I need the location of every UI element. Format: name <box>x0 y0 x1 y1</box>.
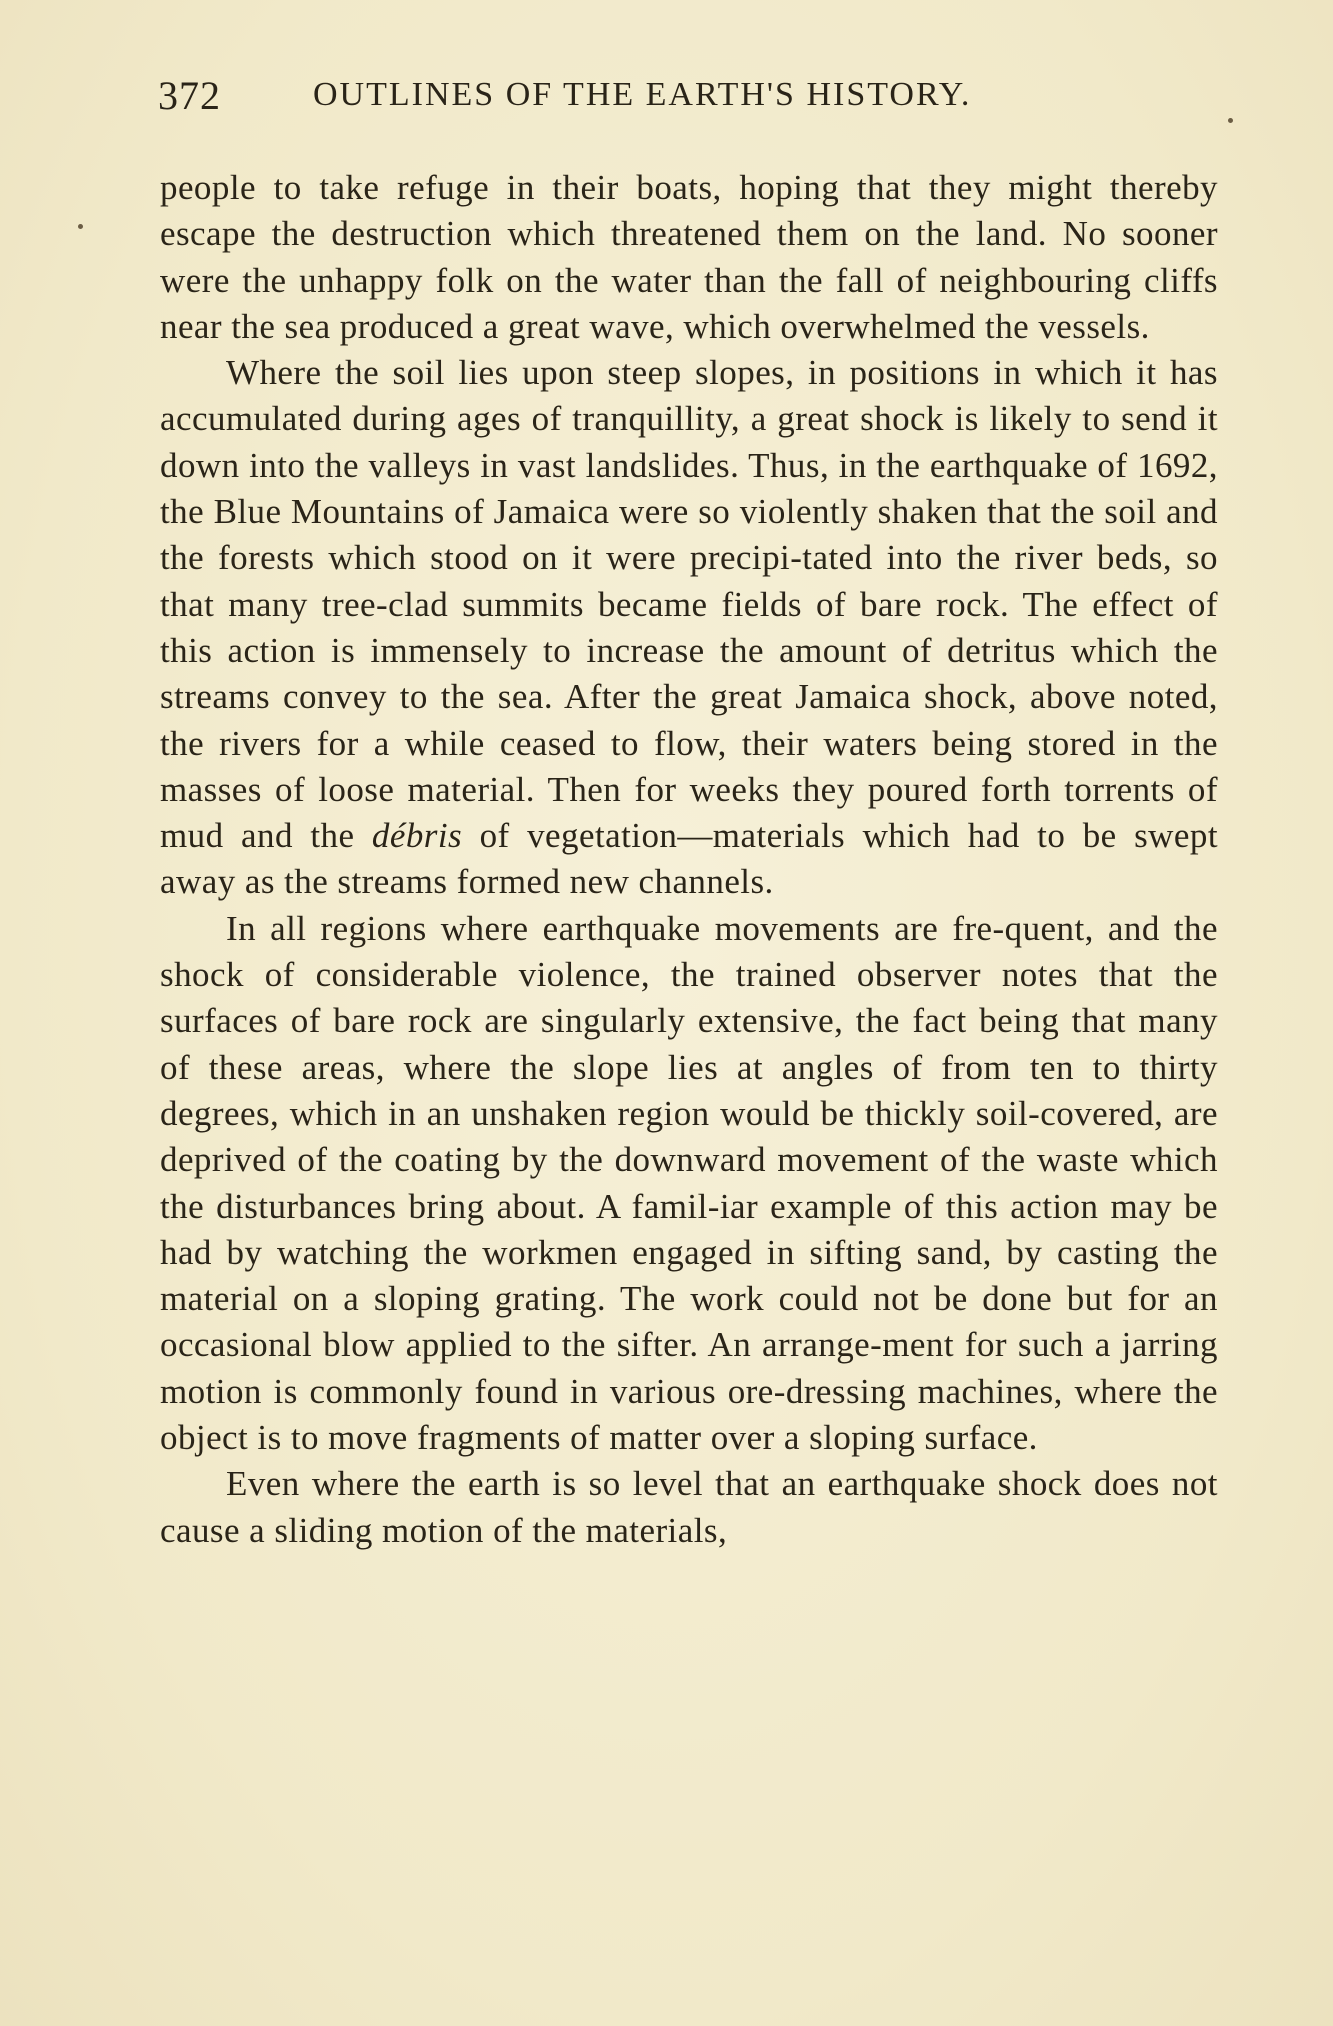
running-head: OUTLINES OF THE EARTH'S HISTORY. <box>313 76 972 113</box>
paragraph-continuation: people to take refuge in their boats, hoping that they might thereby escape the destruction which threatened them on the land. No sooner were the unhappy folk on the water than the fall of neighbouring cliffs near the sea produced a great wave, which overwhelmed the vessels. <box>160 168 1218 346</box>
page-number: 372 <box>158 73 221 118</box>
paragraph-bare-rock: In all regions where earthquake movements are fre-quent, and the shock of considerable violence, the trained observer notes that the surfaces of bare rock are singularly extensive, the fact being that many of these areas, where the slope lies at angles of from ten to thirty degrees, which in an unshaken region would be thickly soil-covered, are deprived of the coating by the downward movement of the waste which the disturbances bring about. A famil-iar example of this action may be had by watching the workmen engaged in sifting sand, by casting the material on a sloping grating. The work could not be done but for an occasional blow applied to the sifter. An arrange-ment for such a jarring motion is commonly found in various ore-dressing machines, where the object is to move fragments of matter over a sloping surface. <box>160 908 1218 1458</box>
paragraph-landslides-text: Where the soil lies upon steep slopes, in positions in which it has accumulated during ages of tranquillity, a great shock is likely to send it down into the valleys in vast landslides. Thus, in the earthquake of 1692, the Blue Mountains of Jamaica were so violently shaken that the soil and the forests which stood on it were precipi-tated into the river beds, so that many tree-clad summits became fields of bare rock. The effect of this action is immensely to increase the amount of detritus which the streams convey to the sea. After the great Jamaica shock, above noted, the rivers for a while ceased to flow, their waters being stored in the masses of loose material. Then for weeks they poured forth torrents of mud and the <box>160 353 1218 856</box>
body-text <box>160 165 1218 1554</box>
margin-dot <box>78 224 83 229</box>
italic-term-debris: débris <box>371 816 463 856</box>
paragraph-level-earth: Even where the earth is so level that an earthquake shock does not cause a sliding motion of the materials, <box>160 1464 1218 1550</box>
page-header <box>158 72 1218 132</box>
paragraph-landslides-end: of vegetation—materials which had to be swept away as the streams formed new channels. <box>160 816 1219 902</box>
ink-speck <box>1228 118 1233 123</box>
paragraph-landslides <box>160 350 1218 906</box>
